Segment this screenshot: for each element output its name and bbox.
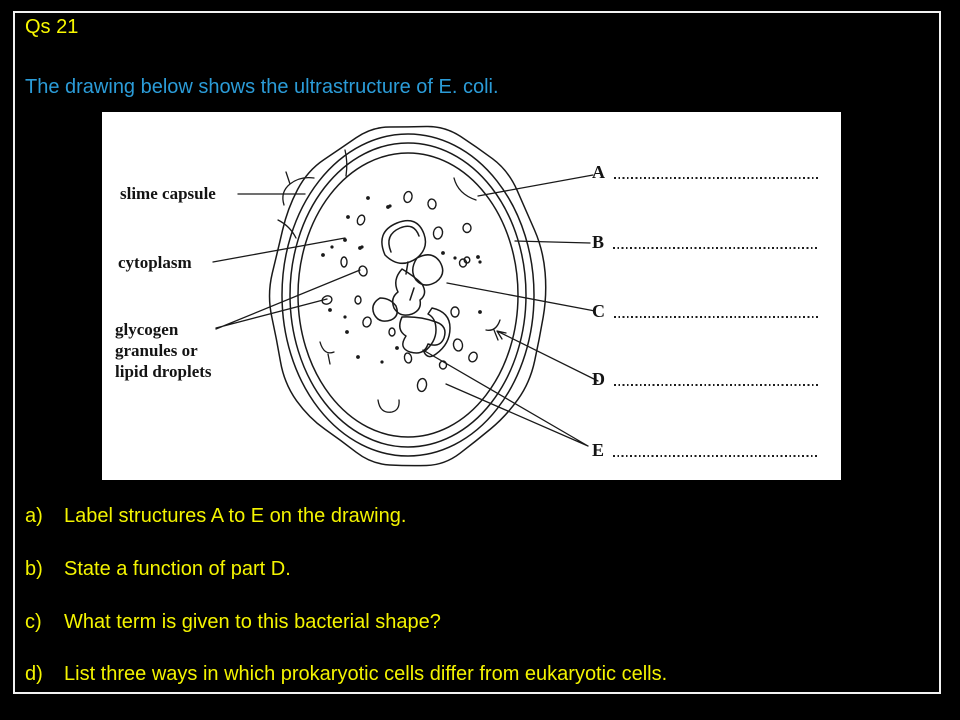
ecoli-figure — [102, 112, 841, 480]
answer-row-b — [592, 232, 820, 252]
cell-wall-inner-outline — [290, 143, 526, 447]
answer-letter-a: A — [592, 162, 605, 182]
answer-letter-c: C — [592, 301, 605, 321]
answer-row-d — [592, 369, 820, 389]
question-d-text: List three ways in which prokaryotic cells differ from eukaryotic cells. — [64, 663, 668, 685]
answer-letter-b: B — [592, 232, 605, 252]
answer-dotted-line-e — [613, 455, 818, 458]
question-c-text: What term is given to this bacterial shape? — [64, 611, 441, 633]
slime-capsule-label: slime capsule — [120, 184, 216, 203]
question-c-marker: c) — [25, 611, 42, 633]
answer-row-e — [592, 440, 820, 460]
question-a-marker: a) — [25, 505, 43, 527]
answer-dotted-line-b — [613, 247, 818, 250]
question-a — [25, 505, 406, 527]
question-d — [25, 663, 667, 685]
question-d-marker: d) — [25, 663, 43, 685]
membrane-squiggles — [278, 150, 500, 412]
question-b-text: State a function of part D. — [64, 558, 291, 580]
glycogen-granules-label: glycogen granules or lipid droplets — [115, 320, 212, 381]
question-b-marker: b) — [25, 558, 43, 580]
glycogen-leader — [216, 270, 360, 329]
answer-row-a — [592, 162, 820, 182]
answer-dotted-line-c — [614, 316, 818, 319]
glycogen-granules — [321, 191, 479, 392]
answer-dotted-line-d — [614, 384, 818, 387]
question-a-text: Label structures A to E on the drawing. — [64, 505, 407, 527]
slide — [13, 11, 941, 694]
plasma-membrane-outline — [298, 153, 518, 437]
cell-wall-outer-outline — [282, 134, 534, 456]
answer-row-c — [592, 301, 820, 321]
label-c-leader — [447, 283, 595, 311]
cytoplasm-leader — [213, 238, 345, 262]
answer-dotted-line-a — [614, 177, 818, 180]
question-c — [25, 611, 441, 633]
answer-letter-d: D — [592, 369, 605, 389]
nucleoid-dna-tangle — [373, 221, 450, 357]
question-b — [25, 558, 291, 580]
question-number: Qs 21 — [25, 16, 79, 38]
cytoplasm-label: cytoplasm — [118, 253, 192, 272]
label-d-leader — [497, 331, 598, 381]
answer-letter-e: E — [592, 440, 605, 460]
intro-text: The drawing below shows the ultrastructure of E. coli. — [25, 76, 499, 98]
